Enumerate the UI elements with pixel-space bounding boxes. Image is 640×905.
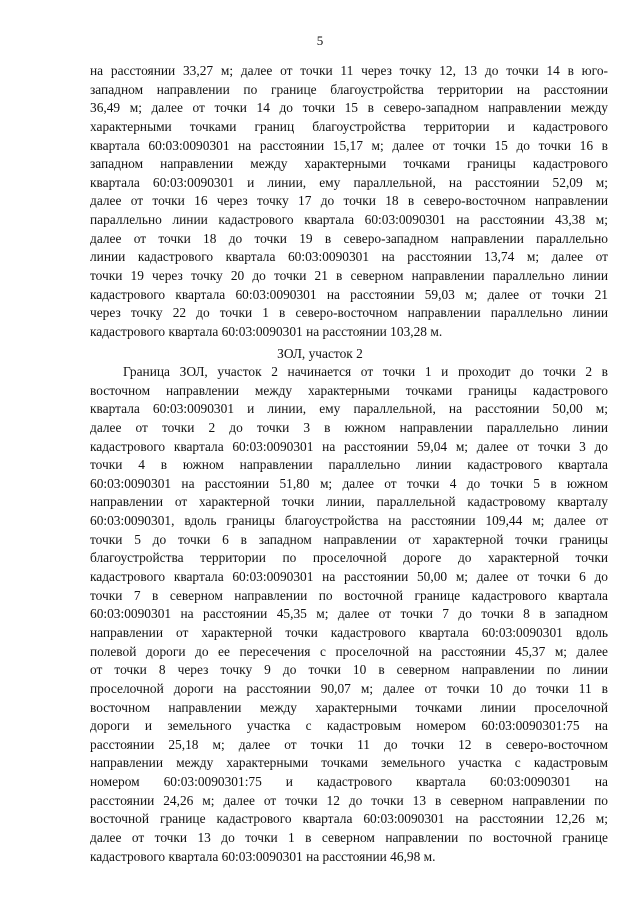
text-line: 60:03:0090301, вдоль границы благоустройства на расстоянии 109,44 м; далее от — [90, 513, 608, 529]
paragraph-1 — [90, 62, 608, 342]
text-line: восточном направлении между характерными точками границы кадастрового — [90, 382, 608, 398]
text-line: квартала 60:03:0090301 на расстоянии 15,17 м; далее от точки 15 до точки 16 в — [90, 137, 608, 153]
text-line: квартала 60:03:0090301 и линии, ему параллельной, на расстоянии 50,00 м; — [90, 401, 608, 417]
paragraph-2 — [90, 363, 608, 866]
text-line: восточной границе кадастрового квартала 60:03:0090301 на расстоянии 12,26 м; — [90, 811, 608, 827]
text-line: кадастрового квартала 60:03:0090301 на расстоянии 59,03 м; далее от точки 21 — [90, 286, 608, 302]
text-line: точки 19 через точку 20 до точки 21 в северном направлении параллельно линии — [90, 268, 608, 284]
text-line: направлении от характерной точки линии, параллельной кадастровому кварталу — [90, 494, 608, 510]
text-line: 36,49 м; далее от точки 14 до точки 15 в северо-западном направлении между — [90, 100, 608, 116]
text-line: дороги и земельного участка с кадастровым номером 60:03:0090301:75 на — [90, 718, 608, 734]
text-line: расстоянии 25,18 м; далее от точки 11 до точки 12 в северо-восточном — [90, 736, 608, 752]
text-line: квартала 60:03:0090301 и линии, ему параллельной, на расстоянии 52,09 м; — [90, 174, 608, 190]
text-line: Граница ЗОЛ, участок 2 начинается от точки 1 и проходит до точки 2 в — [123, 364, 608, 379]
text-line: кадастрового квартала 60:03:0090301 на расстоянии 103,28 м. — [90, 323, 443, 339]
text-line: на расстоянии 33,27 м; далее от точки 11 через точку 12, 13 до точки 14 в юго- — [90, 63, 608, 78]
text-line: точки 4 в южном направлении параллельно линии кадастрового квартала — [90, 457, 608, 473]
text-line: далее от точки 18 до точки 19 в северо-западном направлении параллельно — [90, 230, 608, 246]
text-line: направлении между характерными точками земельного участка с кадастровым — [90, 755, 608, 771]
text-line: точки 5 до точки 6 в западном направлении от характерной точки границы — [90, 531, 608, 547]
text-line: кадастрового квартала 60:03:0090301 на расстоянии 59,04 м; далее от точки 3 до — [90, 438, 608, 454]
section-heading: ЗОЛ, участок 2 — [277, 346, 363, 361]
text-line: характерными точками границ благоустройства территории и кадастрового — [90, 118, 608, 134]
text-line: кадастрового квартала 60:03:0090301 на расстоянии 46,98 м. — [90, 848, 436, 864]
text-line: через точку 22 до точки 1 в северо-восточном направлении параллельно линии — [90, 305, 608, 321]
text-line: западном направлении между характерными точками границы кадастрового — [90, 156, 608, 172]
text-line: от точки 8 через точку 9 до точки 10 в северном направлении по линии — [90, 662, 608, 678]
text-line: кадастрового квартала 60:03:0090301 на расстоянии 50,00 м; далее от точки 6 до — [90, 569, 608, 585]
text-line: 60:03:0090301 на расстоянии 51,80 м; далее от точки 4 до точки 5 в южном — [90, 475, 608, 491]
text-line: расстоянии 24,26 м; далее от точки 12 до точки 13 в северном направлении по — [90, 792, 608, 808]
text-line: далее от точки 13 до точки 1 в северном направлении по восточной границе — [90, 830, 608, 846]
text-line: проселочной дороги на расстоянии 90,07 м; далее от точки 10 до точки 11 в — [90, 680, 608, 696]
text-line: благоустройства территории по проселочной дороге до характерной точки — [90, 550, 608, 566]
text-line: восточном направлении между характерными точками линии проселочной — [90, 699, 608, 715]
text-line: номером 60:03:0090301:75 и кадастрового квартала 60:03:0090301 на — [90, 774, 608, 790]
text-line: далее от точки 16 через точку 17 до точки 18 в северо-восточном направлении — [90, 193, 608, 209]
text-line: далее от точки 2 до точки 3 в южном направлении параллельно линии — [90, 419, 608, 435]
text-line: параллельно линии кадастрового квартала 60:03:0090301 на расстоянии 43,38 м; — [90, 212, 608, 228]
text-line: полевой дороги до ее пересечения с проселочной на расстоянии 45,37 м; далее — [90, 643, 608, 659]
text-line: 60:03:0090301 на расстоянии 45,35 м; далее от точки 7 до точки 8 в западном — [90, 606, 608, 622]
text-line: точки 7 в северном направлении по восточной границе кадастрового квартала — [90, 587, 608, 603]
text-line: западном направлении по границе благоустройства территории на расстоянии — [90, 81, 608, 97]
text-line: направлении от характерной точки кадастрового квартала 60:03:0090301 вдоль — [90, 624, 608, 640]
page-number: 5 — [316, 33, 324, 48]
text-line: линии кадастрового квартала 60:03:0090301 на расстоянии 13,74 м; далее от — [90, 249, 608, 265]
